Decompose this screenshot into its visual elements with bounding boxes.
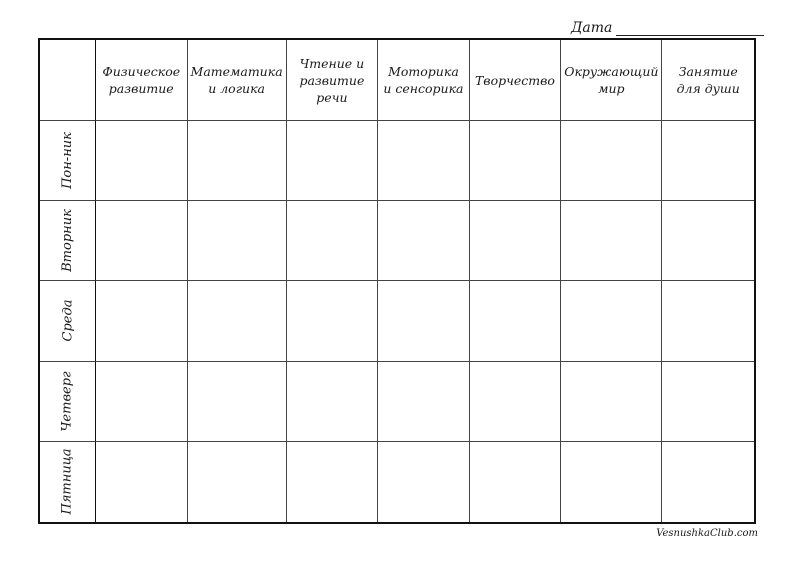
column-header-physical: Физическое развитие [96,40,188,121]
row-header-wednesday: Среда [40,281,96,361]
table-cell[interactable] [662,442,754,522]
table-cell[interactable] [96,201,188,281]
row-header-monday: Пон-ник [40,121,96,201]
footer-watermark: VesnushkaClub.com [656,528,758,539]
date-field [571,20,764,36]
table-cell[interactable] [470,442,562,522]
column-header-math: Математика и логика [188,40,287,121]
table-cell[interactable] [96,362,188,442]
table-cell[interactable] [287,121,379,201]
table-cell[interactable] [561,281,662,361]
table-cell[interactable] [378,281,470,361]
table-cell[interactable] [470,201,562,281]
row-header-friday: Пятница [40,442,96,522]
table-cell[interactable] [470,121,562,201]
table-cell[interactable] [287,442,379,522]
table-cell[interactable] [188,281,287,361]
table-cell[interactable] [662,362,754,442]
column-header-creativity: Творчество [470,40,562,121]
table-cell[interactable] [561,362,662,442]
row-header-tuesday: Вторник [40,201,96,281]
table-cell[interactable] [188,362,287,442]
table-cell[interactable] [287,281,379,361]
weekly-plan-table [38,38,756,524]
row-header-thursday: Четверг [40,362,96,442]
table-cell[interactable] [378,121,470,201]
table-cell[interactable] [662,281,754,361]
table-cell[interactable] [662,201,754,281]
table-cell[interactable] [378,442,470,522]
table-cell[interactable] [561,201,662,281]
table-cell[interactable] [662,121,754,201]
table-cell[interactable] [96,281,188,361]
table-cell[interactable] [561,121,662,201]
table-cell[interactable] [470,362,562,442]
table-cell[interactable] [188,121,287,201]
table-cell[interactable] [470,281,562,361]
column-header-motor: Моторика и сенсорика [378,40,470,121]
column-header-reading: Чтение и развитие речи [287,40,379,121]
table-corner-cell [40,40,96,121]
table-cell[interactable] [287,201,379,281]
table-cell[interactable] [378,201,470,281]
table-cell[interactable] [378,362,470,442]
table-cell[interactable] [287,362,379,442]
column-header-world: Окружающий мир [561,40,662,121]
table-cell[interactable] [96,442,188,522]
table-cell[interactable] [561,442,662,522]
table-cell[interactable] [188,201,287,281]
date-blank-line[interactable] [616,21,764,36]
column-header-hobby: Занятие для души [662,40,754,121]
date-label: Дата [571,20,613,36]
table-cell[interactable] [188,442,287,522]
table-cell[interactable] [96,121,188,201]
